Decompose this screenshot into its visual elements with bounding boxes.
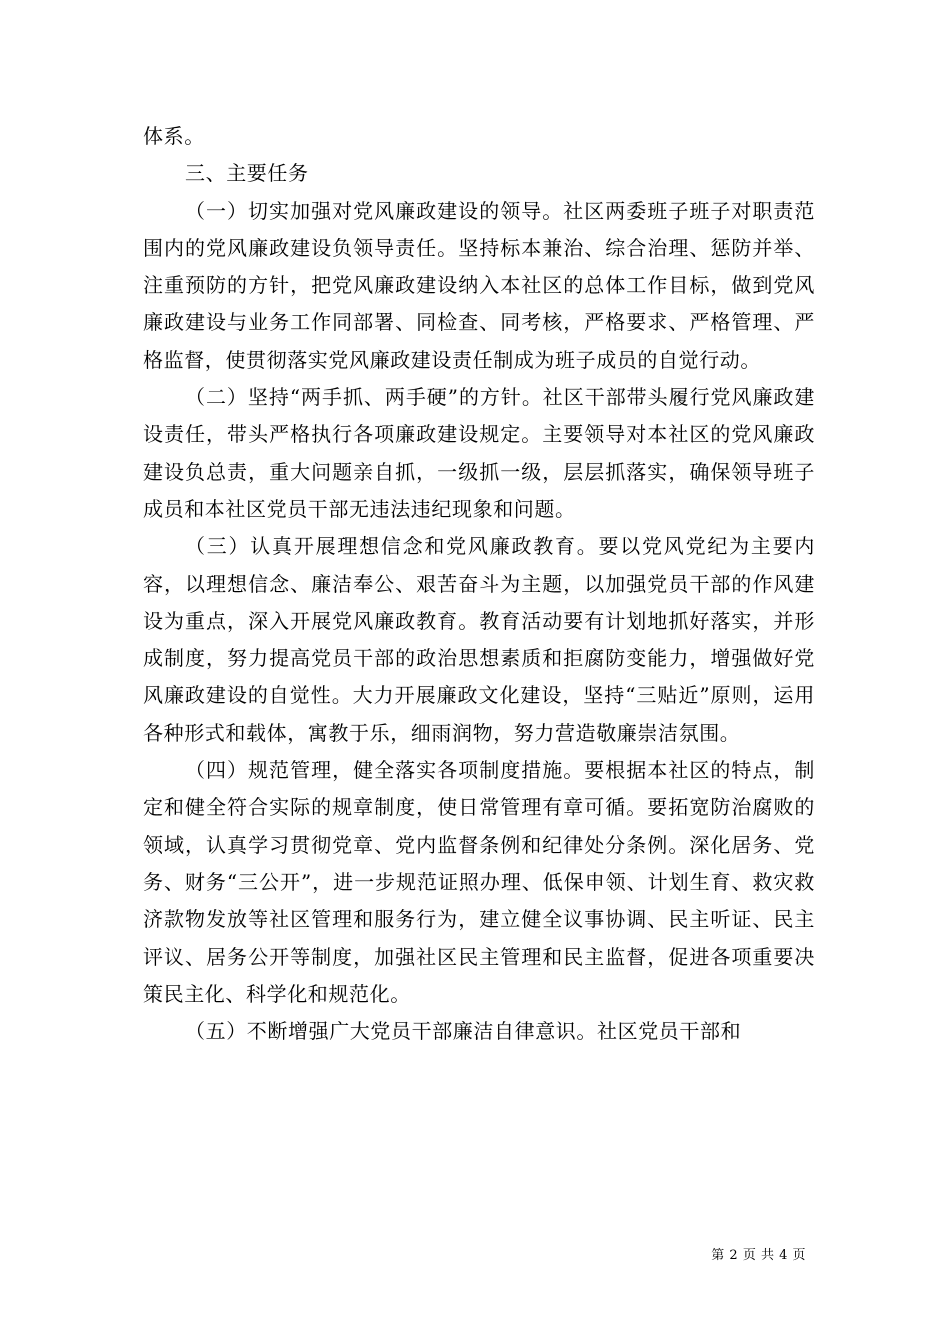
paragraph-task-2: （二）坚持“两手抓、两手硬”的方针。社区干部带头履行党风廉政建设责任，带头严格执行各项廉政建设规定。主要领导对本社区的党风廉政建设负总责，重大问题亲自抓，一级抓一级，层层抓落实，确保领导班子成员和本社区党员干部无违法违纪现象和问题。: [143, 385, 815, 521]
paragraph-continuation: 体系。: [143, 124, 205, 148]
paragraph-task-4: （四）规范管理，健全落实各项制度措施。要根据本社区的特点，制定和健全符合实际的规章制度，使日常管理有章可循。要拓宽防治腐败的领域，认真学习贯彻党章、党内监督条例和纪律处分条例。深化居务、党务、财务“三公开”，进一步规范证照办理、低保申领、计划生育、救灾救济款物发放等社区管理和服务行为，建立健全议事协调、民主听证、民主评议、居务公开等制度，加强社区民主管理和民主监督，促进各项重要决策民主化、科学化和规范化。: [143, 758, 815, 1006]
paragraph-task-1: （一）切实加强对党风廉政建设的领导。社区两委班子班子对职责范围内的党风廉政建设负领导责任。坚持标本兼治、综合治理、惩防并举、注重预防的方针，把党风廉政建设纳入本社区的总体工作目标，做到党风廉政建设与业务工作同部署、同检查、同考核，严格要求、严格管理、严格监督，使贯彻落实党风廉政建设责任制成为班子成员的自觉行动。: [143, 198, 815, 372]
paragraph-task-5: （五）不断增强广大党员干部廉洁自律意识。社区党员干部和: [185, 1019, 742, 1044]
paragraph-task-3: （三）认真开展理想信念和党风廉政教育。要以党风党纪为主要内容，以理想信念、廉洁奉公、艰苦奋斗为主题，以加强党员干部的作风建设为重点，深入开展党风廉政教育。教育活动要有计划地抓好落实，并形成制度，努力提高党员干部的政治思想素质和拒腐防变能力，增强做好党风廉政建设的自觉性。大力开展廉政文化建设，坚持“三贴近”原则，运用各种形式和载体，寓教于乐，细雨润物，努力营造敬廉崇洁氛围。: [143, 534, 815, 745]
section-heading-main-tasks: 三、主要任务: [185, 161, 309, 186]
document-body: [143, 118, 815, 1050]
page-number-footer: 第 2 页 共 4 页: [711, 1248, 806, 1263]
